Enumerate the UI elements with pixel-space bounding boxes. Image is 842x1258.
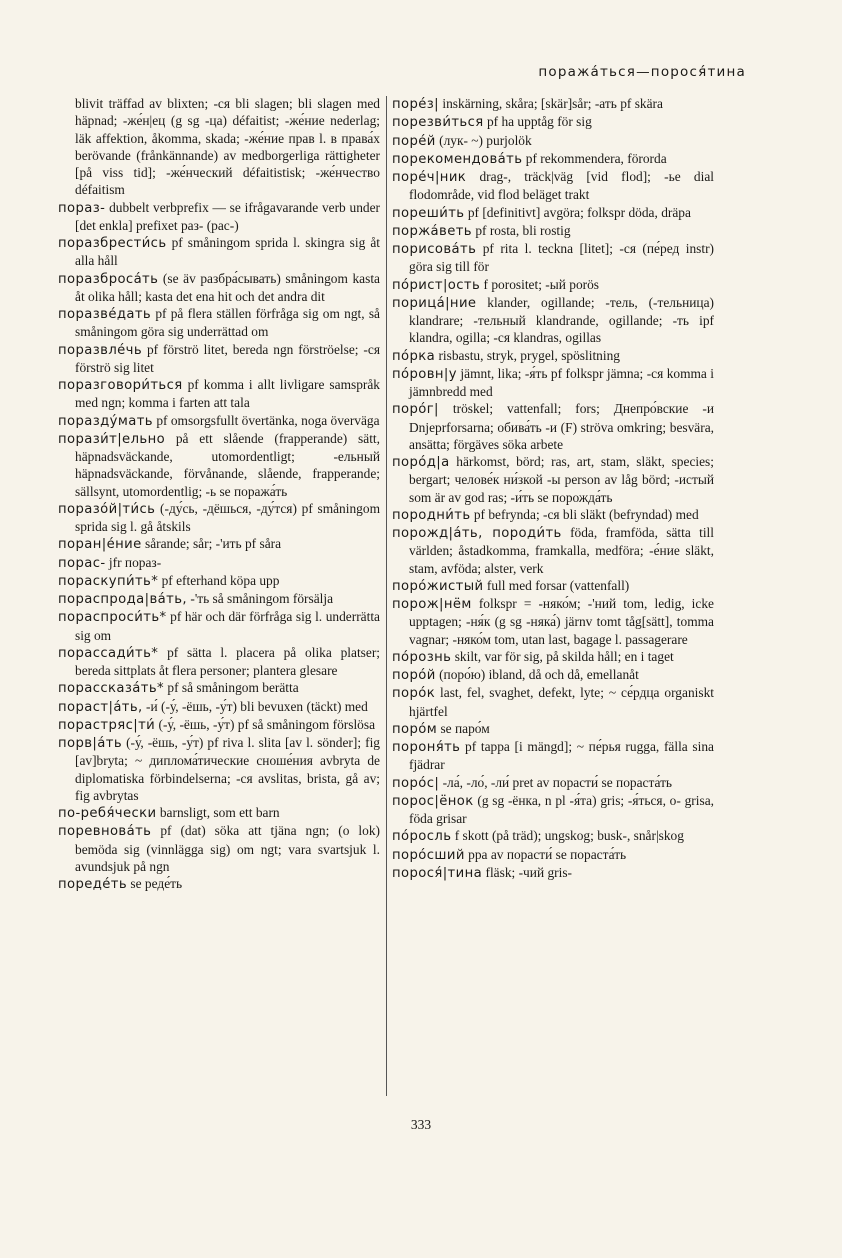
entry-definition: pf småningom sprida l. skingra sig åt alla håll xyxy=(75,235,380,269)
entry-headword: пораст|а́ть, xyxy=(58,699,143,715)
entry-definition: pf på flera ställen förfråga sig om ngt, så småningom göra sig underrättad om xyxy=(75,306,380,340)
entry-headword: поро́жистый xyxy=(392,578,484,594)
dictionary-entry xyxy=(58,572,380,590)
entry-headword: порази́т|ельно xyxy=(58,431,166,447)
dictionary-entry xyxy=(392,827,714,845)
entry-headword: поро́сший xyxy=(392,847,465,863)
entry-definition: (поро́ю) ibland, då och då, emellanåt xyxy=(439,667,639,682)
entry-headword: пораз- xyxy=(58,200,106,216)
entry-headword: порaскупи́ть* xyxy=(58,573,159,589)
dictionary-entry xyxy=(58,199,380,235)
entry-headword: поро́г| xyxy=(392,402,439,418)
entry-definition: (лук- ~) purjolök xyxy=(439,132,532,148)
right-column xyxy=(392,95,714,882)
dictionary-entry xyxy=(58,875,380,893)
dictionary-entry xyxy=(58,644,380,680)
column-divider xyxy=(386,96,387,1096)
entry-headword: по́рознь xyxy=(392,649,452,665)
entry-headword: порос|ёнок xyxy=(392,793,474,809)
dictionary-entry xyxy=(58,822,380,875)
entry-headword: поразве́дать xyxy=(58,307,152,322)
entry-headword: поревнова́ть xyxy=(58,824,152,840)
dictionary-entry xyxy=(392,168,714,204)
entry-headword: по́росль xyxy=(392,829,452,845)
entry-definition: skilt, var för sig, på skilda håll; en i taget xyxy=(454,648,674,664)
entry-definition: pf rita l. teckna [litet]; -ся (пе́ред instr) göra sig till för xyxy=(409,241,714,275)
dictionary-entry xyxy=(392,113,714,131)
entry-definition: klander, ogillande; -тель, (-тельница) klandrare; -тельный klandrande, ogillande; -ть ipf klandra, ogilla; -ся klandras, ogillas xyxy=(409,294,714,346)
dictionary-entry xyxy=(58,608,380,644)
entry-headword: по́рист|ость xyxy=(392,277,481,293)
entry-definition: jämnt, lika; -я́ть pf folkspr jämna; -ся komma i jämnbredd med xyxy=(409,365,714,399)
dictionary-entry xyxy=(58,698,380,716)
entry-definition: (-ду́сь, -дёшься, -ду́тся) pf småningom sprida sig l. gå åtskils xyxy=(75,500,380,534)
dictionary-entry xyxy=(392,276,714,294)
entry-definition: pf komma i allt livligare samspråk med ngn; komma i farten att tala xyxy=(75,377,380,411)
entry-headword: поре́з| xyxy=(392,97,440,112)
entry-definition: drag-, träck|väg [vid flod]; -ье dial flodområde, vid flod beläget trakt xyxy=(409,169,714,203)
dictionary-entry xyxy=(392,846,714,864)
running-head: поража́ться—порося́тина xyxy=(538,64,746,80)
dictionary-entry xyxy=(58,305,380,341)
entry-definition: härkomst, börd; ras, art, stam, släkt, species; bergart; челове́к ни́зкой -ы person av låg börd; -истый som är av god ras; -и́ть se порожда́ть xyxy=(409,454,714,505)
entry-headword: порв|а́ть xyxy=(58,736,123,751)
dictionary-entry xyxy=(392,774,714,792)
entry-headword: порожд|а́ть, породи́ть xyxy=(392,526,562,541)
entry-definition: dubbelt verbprefix — se ifrågavarande verb under [det enkla] prefixet раз- (рас-) xyxy=(75,199,380,233)
entry-headword: порож|нём xyxy=(392,597,472,612)
entry-definition: pf omsorgsfullt övertänka, noga överväga xyxy=(156,412,380,428)
entry-definition: pf här och där förfråga sig l. underrätta sig om xyxy=(75,609,380,643)
entry-definition: full med forsar (vattenfall) xyxy=(486,577,630,593)
entry-headword: поро́д|а xyxy=(392,455,450,470)
dictionary-entry xyxy=(392,720,714,738)
entry-headword: порица́|ние xyxy=(392,295,477,311)
dictionary-entry xyxy=(58,535,380,553)
entry-headword: поразвле́чь xyxy=(58,342,143,358)
entry-definition: fläsk; -чий gris- xyxy=(485,864,573,880)
dictionary-entry xyxy=(58,341,380,377)
entry-headword: поро́с| xyxy=(392,775,440,791)
entry-headword: поразбрести́сь xyxy=(58,236,167,251)
dictionary-entry xyxy=(58,376,380,412)
dictionary-entry xyxy=(392,524,714,577)
dictionary-entry xyxy=(392,506,714,524)
entry-definition: -ла́, -ло́, -ли́ pret av порасти́ se пораста́ть xyxy=(442,774,673,790)
entry-headword: поржа́веть xyxy=(392,223,472,239)
entry-headword: поран|е́ние xyxy=(58,537,142,553)
dictionary-entry xyxy=(392,132,714,150)
entry-headword: породни́ть xyxy=(392,507,471,523)
entry-definition: inskärning, skåra; [skär]sår; -ать pf skära xyxy=(442,96,663,111)
dictionary-entry xyxy=(58,412,380,430)
entry-definition: jfr пораз- xyxy=(108,554,162,570)
dictionary-entry xyxy=(392,365,714,401)
entry-headword: пораспрода|ва́ть, xyxy=(58,592,187,607)
dictionary-entry xyxy=(58,234,380,270)
entry-definition: last, fel, svaghet, defekt, lyte; ~ се́рдца organiskt hjärtfel xyxy=(409,685,714,719)
entry-headword: порас- xyxy=(58,555,106,571)
dictionary-entry xyxy=(392,792,714,828)
entry-definition: folkspr = -няко́м; -'ний tom, ledig, icke upptagen; -ня́к (g sg -няка́) järnv tomt tåg[sätt], tomma vagnar; -няко́м tom, utan last, bagage l. passagerare xyxy=(409,596,714,647)
entry-headword: порезви́ться xyxy=(392,115,484,131)
entry-definition: -'ть så småningom försälja xyxy=(190,591,334,606)
entry-definition: f porositet; -ый porös xyxy=(483,276,600,292)
entry-definition: pf befrynda; -ся bli släkt (befryndad) med xyxy=(473,506,699,522)
entry-definition: pf ha upptåg för sig xyxy=(486,114,592,130)
dictionary-entry xyxy=(392,738,714,774)
dictionary-entry xyxy=(392,453,714,506)
entry-headword: поро́к xyxy=(392,686,436,702)
entry-definition: (-у́, -ёшь, -у́т) pf så småningom förslösa xyxy=(158,716,376,732)
dictionary-entry xyxy=(58,590,380,608)
entry-headword: поразговори́ться xyxy=(58,378,183,393)
entry-headword: порисова́ть xyxy=(392,242,477,257)
entry-definition: pf rosta, bli rostig xyxy=(475,222,571,238)
entry-headword: по-ребя́чески xyxy=(58,806,157,821)
entry-definition: blivit träffad av blixten; -ся bli slagen; bli slagen med häpnad; -же́н|ец (g sg -ца) défaitist; -же́ние nederlag; läk affektion, åkomma, skada; -же́ние прав l. в права́х berövande (frånkännande) av medborgerliga rättigheter [på viss tid]; -же́нческий défaitistisk; -же́нчество défaitism xyxy=(75,96,380,198)
entry-headword: по́ровн|у xyxy=(392,366,457,382)
entry-definition: pf sätta l. placera på olika platser; bereda sittplats åt flera personer; plantera glesare xyxy=(75,644,380,678)
entry-definition: pf [definitivt] avgöra; folkspr döda, dräpa xyxy=(467,204,691,220)
entry-headword: поразо́й|ти́сь xyxy=(58,501,156,517)
left-column xyxy=(58,95,380,893)
dictionary-entry xyxy=(392,400,714,453)
dictionary-entry xyxy=(58,734,380,804)
entry-headword: пореши́ть xyxy=(392,205,465,221)
dictionary-entry xyxy=(58,716,380,734)
entry-headword: поре́й xyxy=(392,133,436,149)
dictionary-entry xyxy=(392,204,714,222)
entry-definition: pf efterhand köpa upp xyxy=(161,572,280,588)
entry-definition: tröskel; vattenfall; fors; Днепро́вские -и Dnjeprforsarna; обива́ть -и (F) ströva omkring; besvära, ansätta; förgäves söka arbete xyxy=(409,401,714,452)
entry-definition: barnsligt, som ett barn xyxy=(159,805,280,820)
entry-definition: (se äv разбра́сывать) småningom kasta åt olika håll; kasta det ena hit och det andra dit xyxy=(75,270,380,304)
page-number: 333 xyxy=(410,1117,432,1132)
entry-headword: поразброса́ть xyxy=(58,271,159,287)
entry-definition: (g sg -ёнка, n pl -я́та) gris; -я́ться, о- grisa, föda grisar xyxy=(409,792,714,826)
dictionary-entry xyxy=(392,577,714,595)
entry-definition: se паро́м xyxy=(440,720,490,736)
entry-headword: порекомендова́ть xyxy=(392,151,523,167)
dictionary-entry xyxy=(392,864,714,882)
entry-definition: föda, framföda, sätta till världen; åstadkomma, framkalla, medföra; -е́ние släkt, stam, avföda; alster, verk xyxy=(409,525,714,576)
dictionary-entry xyxy=(392,648,714,666)
dictionary-entry xyxy=(392,347,714,365)
entry-definition: (-у́, -ёшь, -у́т) pf riva l. slita [av l. sönder]; fig [av]bryta; ~ диплома́тические сноше́ния avbryta de diplomatiska förbindelserna; -ся avslitas, brista, gå av; fig avbrytas xyxy=(75,735,380,803)
dictionary-entry xyxy=(392,666,714,684)
dictionary-entry xyxy=(392,684,714,720)
entry-headword: пореде́ть xyxy=(58,877,128,892)
dictionary-entry xyxy=(58,804,380,822)
dictionary-entry xyxy=(392,595,714,648)
dictionary-entry xyxy=(58,430,380,500)
entry-definition: pf tappa [i mängd]; ~ пе́рья rugga, fälla sina fjädrar xyxy=(409,739,714,773)
dictionary-entry xyxy=(392,222,714,240)
entry-definition: ppa av порасти́ se пораста́ть xyxy=(468,846,627,862)
dictionary-entry xyxy=(392,150,714,168)
entry-headword: по́рка xyxy=(392,348,436,364)
entry-headword: поре́ч|ник xyxy=(392,170,467,185)
entry-definition: sårande; sår; -'ить pf såra xyxy=(145,536,282,552)
entry-headword: порося́|тина xyxy=(392,865,483,881)
entry-headword: поро́м xyxy=(392,721,438,737)
dictionary-entry xyxy=(58,554,380,572)
entry-headword: поразду́мать xyxy=(58,413,153,429)
entry-definition: -и́ (-у́, -ёшь, -у́т) bli bevuxen (täckt) med xyxy=(146,698,368,714)
entry-definition: f skott (på träd); ungskog; busk-, snår|skog xyxy=(454,828,684,844)
dictionary-entry xyxy=(58,95,380,199)
entry-headword: порассказа́ть* xyxy=(58,681,165,697)
entry-definition: pf rekommendera, förorda xyxy=(525,150,667,166)
dictionary-entry xyxy=(58,500,380,536)
entry-headword: пороня́ть xyxy=(392,740,461,755)
entry-headword: порассади́ть* xyxy=(58,645,159,661)
entry-definition: pf förströ litet, bereda ngn förströelse; -ся förströ sig litet xyxy=(75,341,380,375)
entry-definition: pf så småningom berätta xyxy=(167,680,299,696)
entry-headword: поро́й xyxy=(392,668,436,683)
dictionary-entry xyxy=(392,294,714,347)
entry-definition: pf (dat) söka att tjäna ngn; (o lok) bemöda sig (vinnlägga sig) om ngt; vara svartsjuk l. avundsjuk på ngn xyxy=(75,823,380,874)
dictionary-entry xyxy=(58,679,380,697)
dictionary-entry xyxy=(58,270,380,306)
entry-definition: se реде́ть xyxy=(130,876,183,891)
entry-definition: risbastu, stryk, prygel, spöslitning xyxy=(438,347,620,363)
dictionary-entry xyxy=(392,95,714,113)
entry-headword: пораспроси́ть* xyxy=(58,610,167,626)
entry-headword: порастряс|ти́ xyxy=(58,717,156,733)
dictionary-entry xyxy=(392,240,714,276)
entry-definition: på ett slående (frapperande) sätt, häpnadsväckande, utomordentligt; -ельный häpnadsväckande, förvånande, slående, frapperande; sällsynt, utomordentlig; -ь se поража́ть xyxy=(75,430,380,499)
